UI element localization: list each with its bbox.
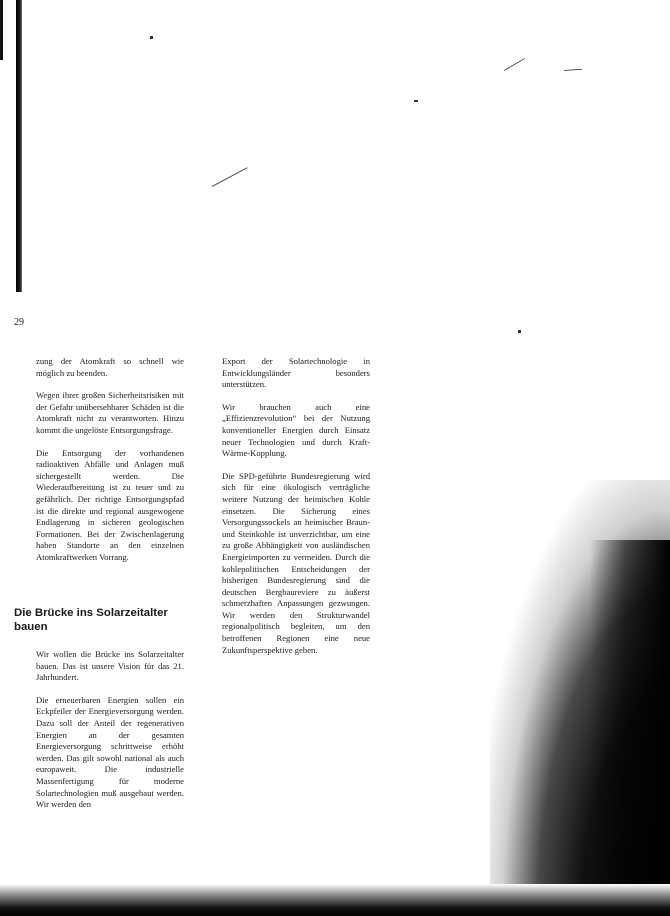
scan-speck [150, 36, 153, 39]
section-heading: Die Brücke ins Solarzeitalter bauen [14, 607, 168, 633]
scan-speck [518, 330, 521, 333]
section-body [36, 649, 184, 822]
scan-speck [414, 100, 418, 102]
scan-scratch [212, 167, 248, 187]
paragraph: Wir brauchen auch eine „Effizienzrevolution“ bei der Nutzung konventioneller Energien durch Einsatz neuer Technologien und durch Kraft-Wärme-Kopplung. [222, 401, 370, 459]
scan-scratch [504, 58, 525, 71]
scan-shadow-right-edge [590, 540, 670, 916]
paragraph: Export der Solartechnologie in Entwicklungsländer besonders unterstützen. [222, 356, 370, 390]
paragraph: Wegen ihrer großen Sicherheitsrisiken mit der Gefahr unübersehbarer Schäden ist die Atomkraft nicht zu verantworten. Hinzu kommt die ungelöste Entsorgungsfrage. [36, 390, 184, 435]
paragraph: Wir wollen die Brücke ins Solarzeitalter bauen. Das ist unsere Vision für das 21. Jahrhundert. [36, 649, 184, 683]
left-column [36, 356, 184, 575]
page-number: 29 [14, 317, 24, 328]
scan-edge-left [16, 0, 22, 292]
paragraph: Die Entsorgung der vorhandenen radioaktiven Abfälle und Anlagen muß sichergestellt werden. Die Wiederaufbereitung ist zu teuer und zu gefährlich. Der richtige Entsorgungspfad ist die direkte und regional ausgewogene Endlagerung in sicheren geologischen Formationen. Bei der Zwischenlagerung haben Standorte an den einzelnen Atomkraftwerken Vorrang. [36, 447, 184, 562]
scan-edge-bottom [0, 884, 670, 916]
scan-scratch [564, 69, 582, 71]
right-column [222, 356, 370, 667]
scan-edge-corner [0, 0, 3, 60]
paragraph: Die SPD-geführte Bundesregierung wird sich für eine ökologisch verträgliche weitere Nutzung der heimischen Kohle einsetzen. Die Sicherung eines Versorgungssockels an heimischer Braun- und Steinkohle ist unverzichtbar, um eine zu große Abhängigkeit von ausländischen Energieimporten zu vermeiden. Durch die kohlepolitischen Entscheidungen der bisherigen Bundesregierung sind die deutschen Bergbaureviere zu äußerst schmerzhaften Anpassungen gezwungen. Wir werden den Strukturwandel regionalpolitisch begleiten, um den betroffenen Regionen eine neue Zukunftsperspektive geben. [222, 470, 370, 655]
paragraph: Die erneuerbaren Energien sollen ein Eckpfeiler der Energieversorgung werden. Dazu soll der Anteil der regenerativen Energien an der gesamten Energieversorgung schrittweise erhöht werden. Das gilt sowohl national als auch europaweit. Die industrielle Massenfertigung für moderne Solartechnologien muß ausgebaut werden. Wir werden den [36, 694, 184, 810]
paragraph: zung der Atomkraft so schnell wie möglich zu beenden. [36, 356, 184, 378]
